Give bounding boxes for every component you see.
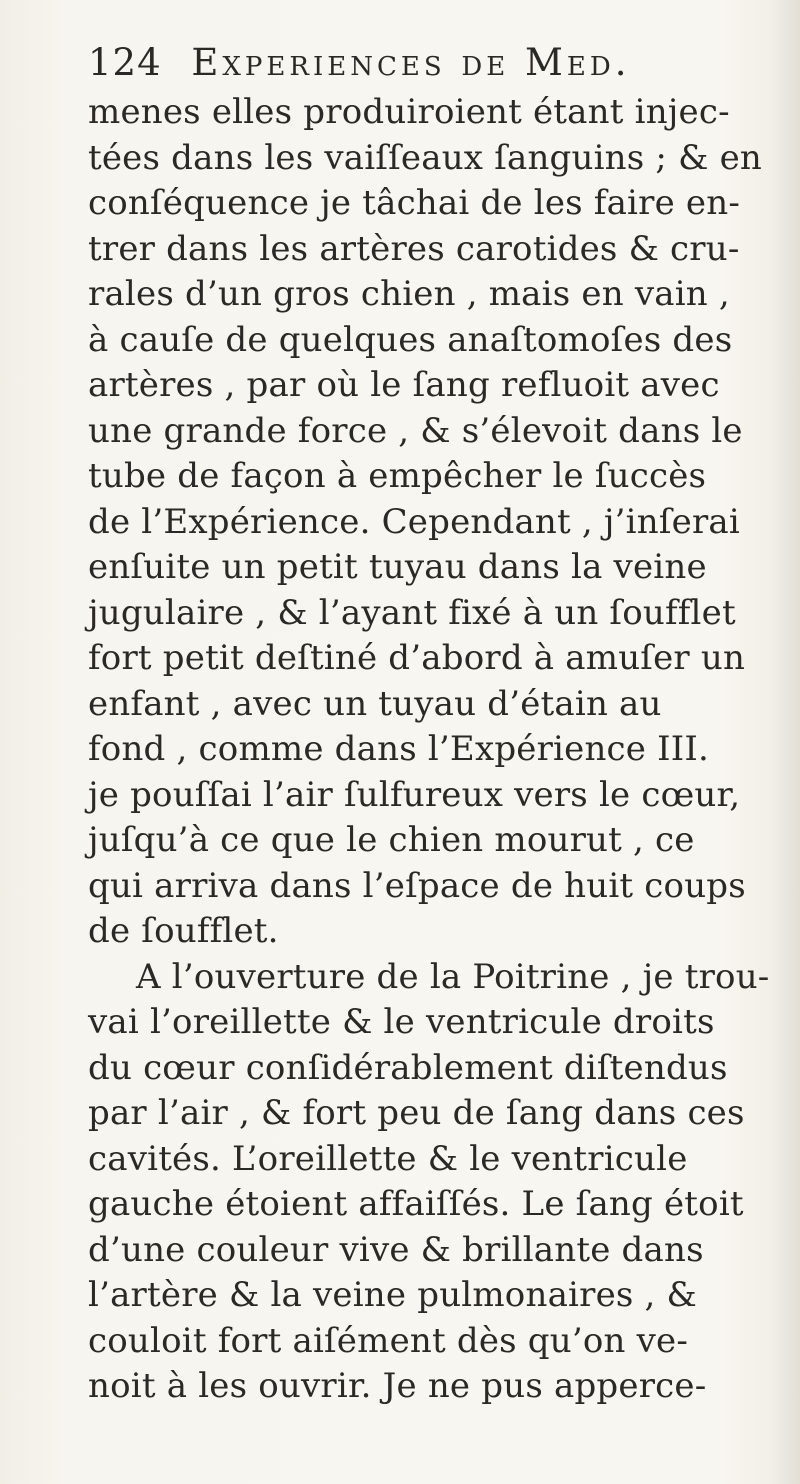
paragraph-start-line: A l’ouverture de la Poitrine , je trou- [136,956,770,997]
text-line: enfant , avec un tuyau d’étain au [88,683,662,724]
text-line: je pouſſai l’air ſulfureux vers le cœur, [88,774,741,815]
text-line: du cœur conſidérablement diſtendus [88,1047,728,1088]
text-line: trer dans les artères carotides & cru- [88,228,740,269]
text-line: d’une couleur vive & brillante dans [88,1229,704,1270]
running-title: Experiences de Med. [191,41,631,84]
text-line: menes elles produiroient étant injec- [88,92,730,132]
text-line: couloit fort aiſément dès qu’on ve- [88,1320,689,1361]
text-line: gauche étoient affaiſſés. Le ſang étoit [88,1184,744,1224]
text-line: fond , comme dans l’Expérience III. [88,729,710,769]
text-line: tées dans les vaiſſeaux ſanguins ; & en [88,137,762,178]
text-line: de l’Expérience. Cependant , j’inſerai [88,501,740,542]
text-line: rales d’un gros chien , mais en vain , [88,274,730,314]
text-line: à cauſe de quelques anaſtomoſes des [88,319,733,360]
text-line: fort petit deſtiné d’abord à amuſer un [88,638,746,678]
text-line: l’artère & la veine pulmonaires , & [88,1275,698,1315]
text-line: une grande force , & s’élevoit dans le [88,410,743,451]
text-line: jugulaire , & l’ayant fixé à un ſoufflet [88,592,736,633]
text-line: artères , par où le ſang refluoit avec [88,365,720,405]
text-line: cavités. L’oreillette & le ventricule [88,1138,688,1179]
text-line: de ſoufflet. [88,911,279,951]
text-line: qui arriva dans l’eſpace de huit coups [88,865,746,906]
text-line: tube de façon à empêcher le ſuccès [88,456,707,496]
text-line: enſuite un petit tuyau dans la veine [88,547,707,587]
text-line: conſéquence je tâchai de les faire en- [88,183,741,223]
text-line: vai l’oreillette & le ventricule droits [88,1002,715,1042]
page-number: 124 [88,41,162,84]
text-line: par l’air , & fort peu de ſang dans ces [88,1093,745,1133]
text-line: juſqu’à ce que le chien mourut , ce [88,820,695,860]
running-header [88,41,748,93]
text-line: noit à les ouvrir. Je ne pus apperce- [88,1366,707,1406]
body-text [88,90,788,1410]
